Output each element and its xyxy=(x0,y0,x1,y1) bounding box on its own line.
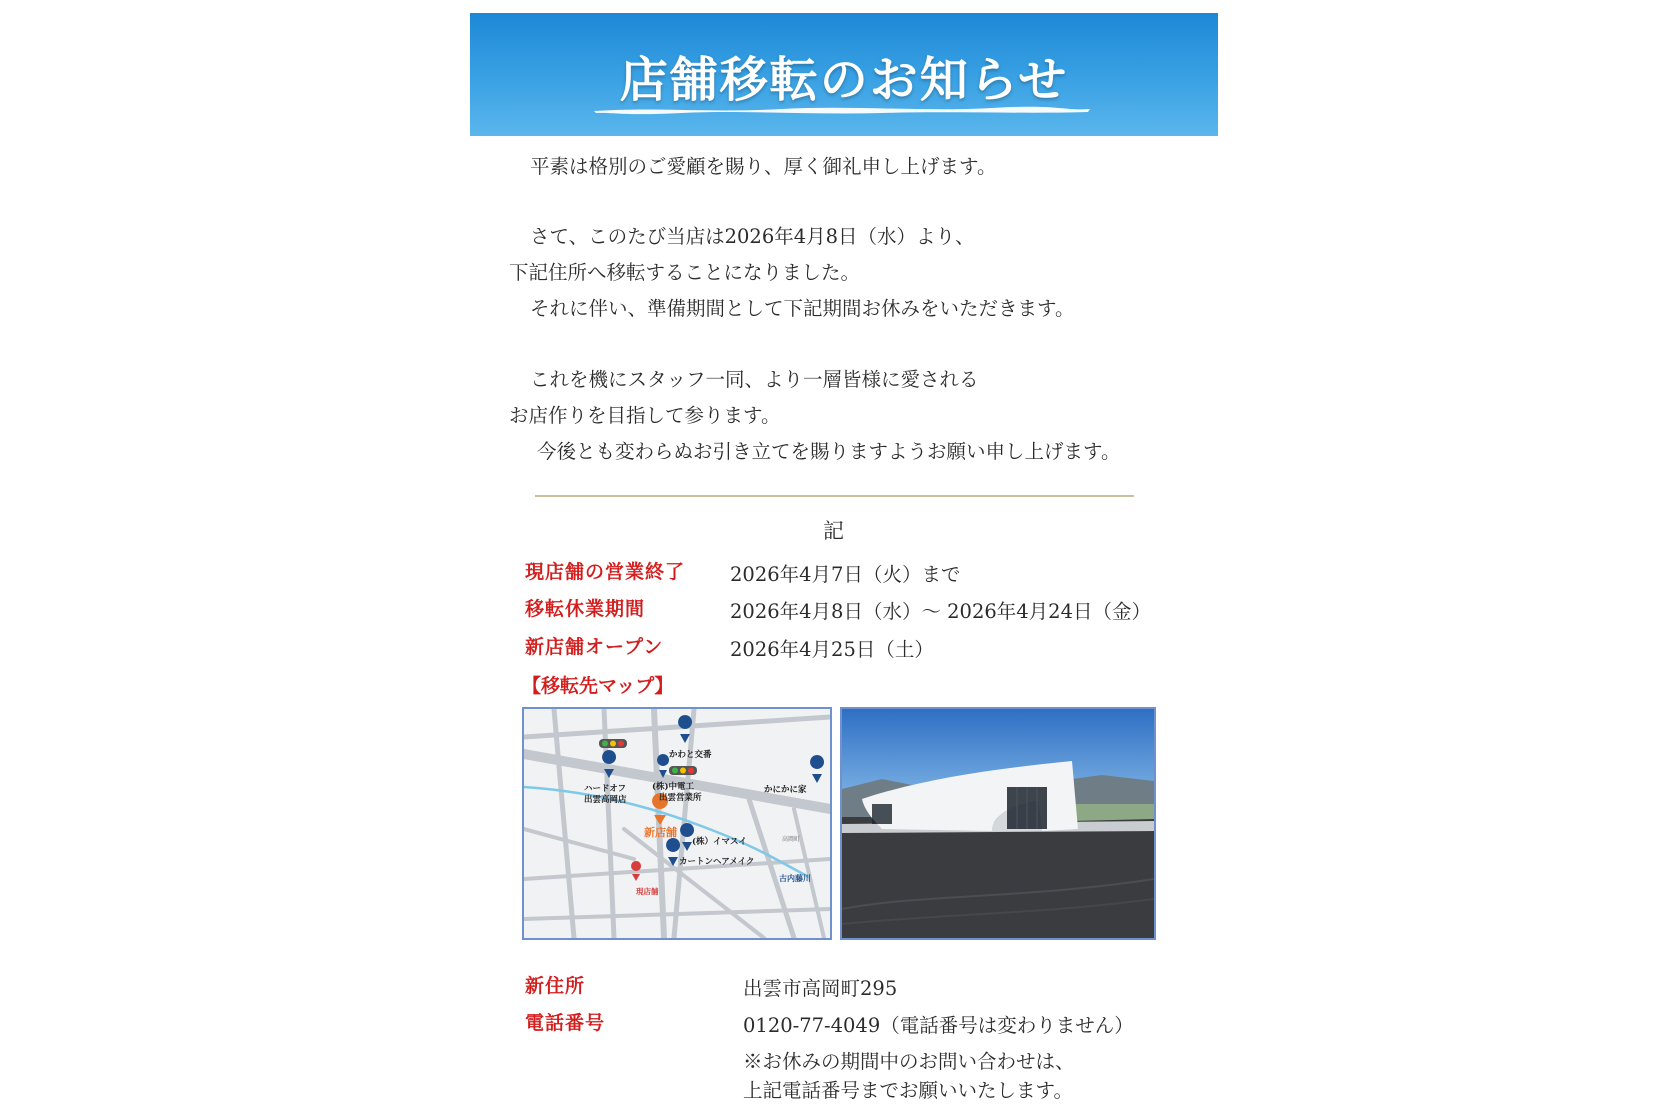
header-banner xyxy=(470,13,1218,136)
map-label-newstore: 新店舗 xyxy=(644,826,677,839)
value-new-store-open: 2026年4月25日（土） xyxy=(730,638,934,661)
label-closure-period: 移転休業期間 xyxy=(525,598,646,620)
map-label-carton: カートンヘアメイク xyxy=(679,857,755,867)
label-new-store-open: 新店舗オープン xyxy=(525,636,664,658)
relocation-map xyxy=(522,707,832,940)
value-closure-period: 2026年4月8日（水）〜 2026年4月24日（金） xyxy=(730,600,1151,623)
map-label-kawato: かわと交番 xyxy=(669,750,712,760)
page-title: 店舗移転のお知らせ xyxy=(619,52,1069,108)
map-label-kanikani: かにかに家 xyxy=(764,785,807,795)
map-graphic xyxy=(524,709,830,938)
divider xyxy=(535,495,1134,497)
intro-line-6: お店作りを目指して参ります。 xyxy=(509,404,781,427)
value-current-store-closing: 2026年4月7日（火）まで xyxy=(730,563,961,586)
label-new-address: 新住所 xyxy=(525,975,586,997)
brush-stroke-decoration xyxy=(592,105,1092,115)
new-store-photo xyxy=(840,707,1156,940)
map-label-river: 古内藤川 xyxy=(779,873,811,883)
intro-line-7: 今後とも変わらぬお引き立てを賜りますようお願い申し上げます。 xyxy=(537,440,1121,463)
intro-line-3: 下記住所へ移転することになりました。 xyxy=(509,261,861,284)
note-line-2: 上記電話番号までお願いいたします。 xyxy=(743,1079,1073,1102)
map-heading: 【移転先マップ】 xyxy=(522,675,674,697)
intro-line-4: それに伴い、準備期間として下記期間お休みをいただきます。 xyxy=(530,297,1075,320)
map-label-current: 現店舗 xyxy=(636,887,659,896)
map-label-chuden-2: 出雲営業所 xyxy=(659,793,702,803)
intro-line-2: さて、このたび当店は2026年4月8日（水）より、 xyxy=(530,225,975,248)
notice-heading: 記 xyxy=(823,519,844,543)
value-phone-number: 0120-77-4049（電話番号は変わりません） xyxy=(743,1014,1134,1037)
note-line-1: ※お休みの期間中のお問い合わせは、 xyxy=(743,1050,1075,1073)
map-label-hardoff-1: ハードオフ xyxy=(584,784,626,794)
label-current-store-closing: 現店舗の営業終了 xyxy=(525,561,686,583)
map-label-hardoff-2: 出雲高岡店 xyxy=(584,795,627,805)
intro-line-1: 平素は格別のご愛顧を賜り、厚く御礼申し上げます。 xyxy=(530,155,997,178)
map-label-chuden-1: (株)中電工 xyxy=(652,782,695,792)
intro-line-5: これを機にスタッフ一同、より一層皆様に愛される xyxy=(530,368,979,391)
value-new-address: 出雲市高岡町295 xyxy=(743,977,898,1000)
label-phone-number: 電話番号 xyxy=(525,1012,606,1034)
map-label-takaoka: 高岡町 xyxy=(782,836,801,843)
map-label-imasui: (株）イマスイ xyxy=(692,837,747,847)
